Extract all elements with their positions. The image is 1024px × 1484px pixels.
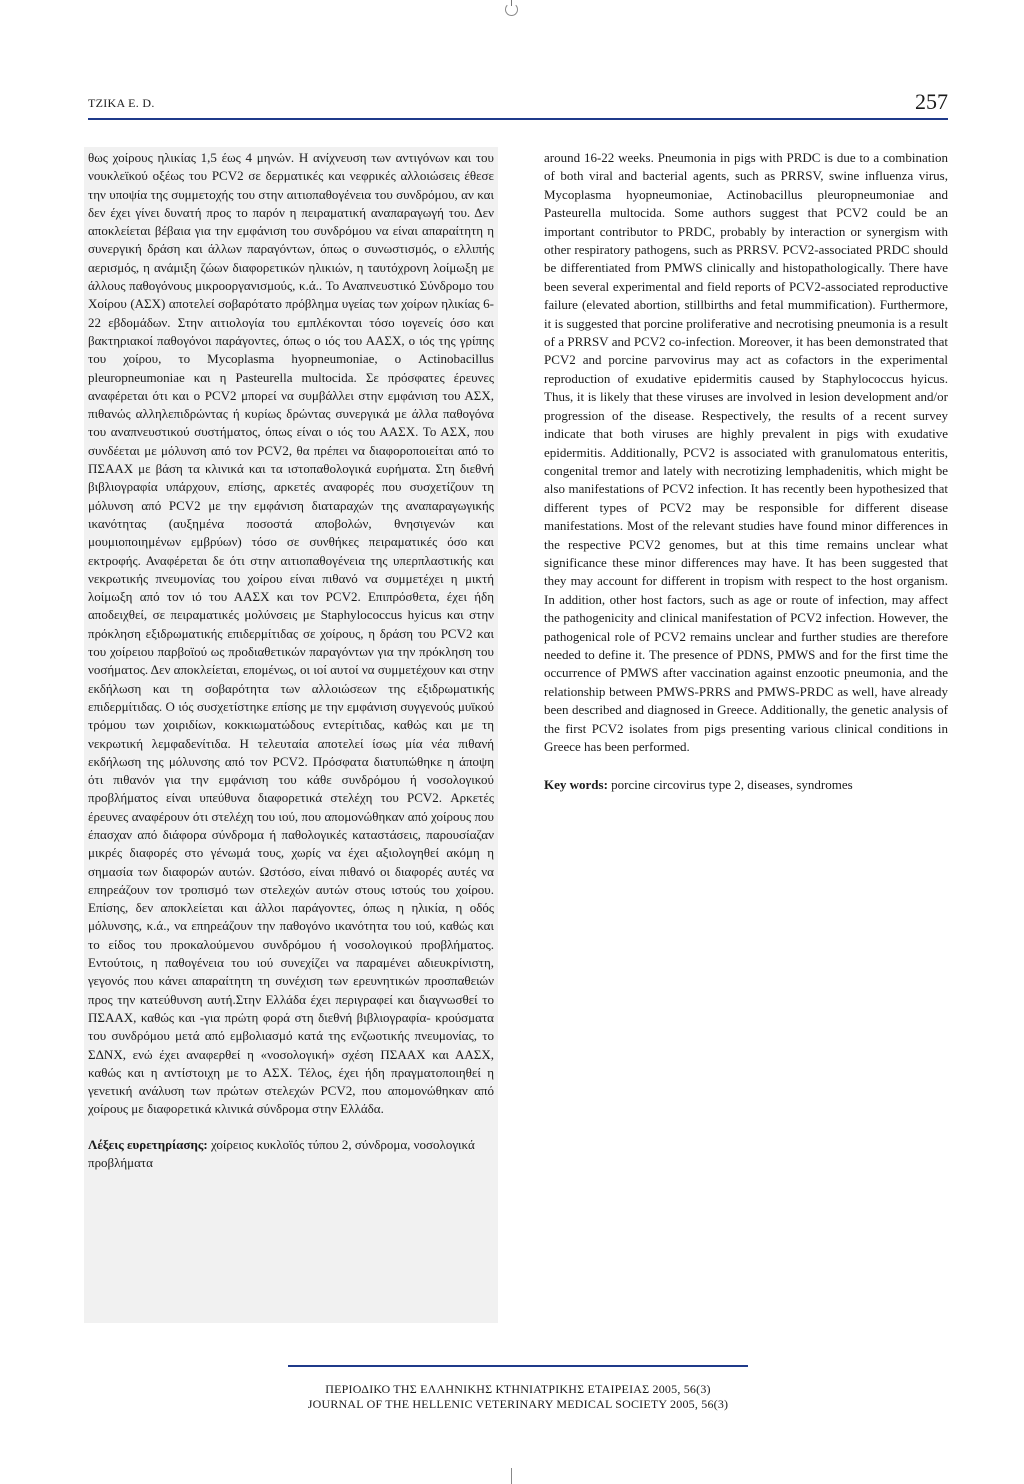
registration-mark-top <box>505 3 518 16</box>
header-rule <box>88 118 948 120</box>
footer-line-greek: ΠΕΡΙΟΔΙΚΟ ΤΗΣ ΕΛΛΗΝΙΚΗΣ ΚΤΗΝΙΑΤΡΙΚΗΣ ΕΤΑΙΡΕΙΑΣ 2005, 56(3) <box>325 1382 711 1396</box>
english-summary-text: around 16-22 weeks. Pneumonia in pigs with PRDC is due to a combination of both viral and bacterial agents, such as PRRSV, swine influenza virus, Mycoplasma hyopneumoniae, Actinobacillus pleuropneumoniae and Pasteurella multocida. Some authors suggest that PCV2 could be an important contributor to PRDC, probably by interaction or synergism with other respiratory pathogens, such as PRRSV. PCV2-associated PRDC should be differentiated from PMWS clinically and histopathologically. There have been several experimental and field reports of PCV2-associated reproductive failure (elevated abortion, stillbirths and fetal mummification). Furthermore, it is suggested that porcine proliferative and necrotising pneumonia is a result of a PRRSV and PCV2 co-infection. Moreover, it has been demonstrated that PCV2 and porcine parvovirus may act as cofactors in the experimental reproduction of exudative epidermitis caused by Staphylococcus hyicus. Thus, it is likely that these viruses are involved in lesion development and/or progression of the disease. Respectively, the results of a recent survey indicate that both viruses are highly prevalent in pigs with exudative epidermitis. Additionally, PCV2 is associated with granulomatous enteritis, congenital tremor and lately with necrotizing lemphadenitis, which might be also manifestations of PCV2 infection. It has recently been hypothesized that different types of PCV2 may be responsible for different disease manifestations. Most of the relevant studies have found minor differences in the respective PCV2 genomes, but at this time remains unclear what significance these minor differences may have. It has been suggested that they may account for different in tropism with respect to the host organism. In addition, other host factors, such as age or route of infection, may affect the pathogenicity and clinical manifestation of PCV2 infection. However, the pathogenical role of PCV2 remains unclear and further studies are therefore needed to define it. The presence of PDNS, PMWS and for the first time the occurrence of PMWS after vaccination against enzootic pneumonia, and the relationship between PMWS-PRRS and PMWS-PRDC as well, have already been described and diagnosed in Greece. Additionally, the genetic analysis of the first PCV2 isolates from pigs presenting various clinical conditions in Greece has been performed. <box>544 150 948 754</box>
english-keywords-label: Key words: <box>544 777 608 793</box>
journal-footer <box>288 1382 748 1412</box>
greek-summary-column <box>84 147 498 1323</box>
running-title: TZIKA E. D. <box>88 96 155 110</box>
greek-keywords-label: Λέξεις ευρετηρίασης: <box>88 1136 208 1152</box>
footer-rule <box>288 1365 748 1367</box>
page-header <box>88 84 948 118</box>
english-keywords <box>544 776 948 794</box>
greek-keywords <box>88 1136 494 1173</box>
english-keywords-text: porcine circovirus type 2, diseases, syndromes <box>611 777 853 793</box>
crop-mark-bottom <box>511 1468 512 1484</box>
greek-summary-text: θως χοίρους ηλικίας 1,5 έως 4 μηνών. Η ανίχνευση των αντιγόνων και του νουκλεϊκού οξέως του PCV2 σε δερματικές και νεφρικές αλλοιώσεις έθεσε την υποψία της συμμετοχής του στην αιτιοπαθογένεια του συνδρόμου, αν και δεν έχει γίνει δυνατή προς το παρόν η πειραματική αναπαραγωγή του. Δεν αποκλείεται βέβαια για την εμφάνιση του συνδρόμου να είναι απαραίτητη η συνεργική δράση και άλλων παραγόντων, όπως ο συνωστισμός, ο ελλιπής αερισμός, η ανάμιξη ζώων διαφορετικών ηλικιών, η ταυτόχρονη λοίμωξη με άλλους παθογόνους μικροοργανισμούς, κ.ά.. Το Αναπνευστικό Σύνδρομο του Χοίρου (ΑΣΧ) αποτελεί σοβαρότατο πρόβλημα υγείας των χοίρων ηλικίας 6-22 εβδομάδων. Στην αιτιολογία του εμπλέκονται τόσο ιογενείς όσο και βακτηριακοί παθογόνοι παράγοντες, όπως ο ιός του ΑΑΣΧ, ο ιός της γρίπης του χοίρου, το Mycoplasma hyopneumoniae, ο Actinobacillus pleuropneumoniae και η Pasteurella multocida. Σε πρόσφατες έρευνες αναφέρεται ότι και ο PCV2 μπορεί να συμβάλλει στην εμφάνιση του ΑΣΧ, πιθανώς αλληλεπιδρώντας ή κυρίως δρώντας συνεργικά με άλλα παθογόνα του αναπνευστικού συστήματος, όπως είναι ο ιός του ΑΑΣΧ. Το ΑΣΧ, που συνδέεται με μόλυνση από τον PCV2, θα πρέπει να διαφοροποιείται από το ΠΣΑΑΧ με βάση τα κλινικά και τα ιστοπαθολογικά ευρήματα. Στη διεθνή βιβλιογραφία υπάρχουν, επίσης, αρκετές αναφορές που συσχετίζουν τη μόλυνση από PCV2 με την εμφάνιση διαταραχών της αναπαραγωγικής ικανότητας (αυξημένα ποσοστά αποβολών, θνησιγενών και μουμιοποιημένων εμβρύων) τόσο σε συνθήκες πειραματικές όσο και εκτροφής. Αναφέρεται δε ότι στην αιτιοπαθογένεια της υπερπλαστικής και νεκρωτικής πνευμονίας του χοίρου είναι πιθανό να συμμετέχει η μικτή λοίμωξη από τον ιό του ΑΑΣΧ και τον PCV2. Επιπρόσθετα, έχει ήδη αποδειχθεί, σε πειραματικές μολύνσεις με Staphylococcus hyicus και στην πρόκληση εξιδρωματικής επιδερμίτιδας σε χοίρους, η δράση του PCV2 και του χοίρειου παρβοϊού ως προδιαθετικών παραγόντων για την πρόκληση του νοσήματος. Δεν αποκλείεται, επομένως, οι ιοί αυτοί να συμμετέχουν και στην εκδήλωση και τη σοβαρότητα των αλλοιώσεων της εξιδρωματικής επιδερμίτιδας. Ο ιός συσχετίστηκε επίσης με την εμφάνιση συγγενούς μυϊκού τρόμου των χοιριδίων, κοκκιωματώδους εντερίτιδας, καθώς και με τη νεκρωτική λεμφαδενίτιδα. Η τελευταία αποτελεί ίσως μία νέα πιθανή εκδήλωση της μόλυνσης από τον PCV2. Πρόσφατα διατυπώθηκε η άποψη ότι πιθανόν για την εμφάνιση του κάθε συνδρόμου ή νοσολογικού προβλήματος είναι υπεύθυνα διαφορετικά στελέχη του PCV2. Αρκετές έρευνες αναφέρουν ότι στελέχη του ιού, που απομονώθηκαν από χοίρους που έπασχαν από διάφορα σύνδρομα ή παθολογικές καταστάσεις, παρουσίαζαν μικρές διαφορές στο γένωμά τους, χωρίς να έχει αξιολογηθεί ακόμη η σημασία των διαφορών αυτών. Ωστόσο, είναι πιθανό οι διαφορές αυτές να επηρεάζουν τον τροπισμό των στελεχών αυτών στους ιστούς του χοίρου. Επίσης, δεν αποκλείεται και άλλοι παράγοντες, όπως η ηλικία, η οδός μόλυνσης, κ.ά., να επηρεάζουν την παθογόνο ικανότητα του ιού, καθώς και το είδος του προκαλούμενου συνδρόμου ή νοσολογικού προβλήματος. Εντούτοις, η παθογένεια του ιού συνεχίζει να παραμένει αδιευκρίνιστη, γεγονός που κάνει απαραίτητη τη συνέχιση των ερευνητικών προσπαθειών προς την κατεύθυνση αυτή.Στην Ελλάδα έχει περιγραφεί και διαγνωσθεί το ΠΣΑΑΧ, καθώς και -για πρώτη φορά στη διεθνή βιβλιογραφία- κρούσματα του συνδρόμου μετά από εμβολιασμό κατά της ενζωοτικής πνευμονίας, το ΣΔΝΧ, ενώ έχει αναφερθεί η «νοσολογική» σχέση ΠΣΑΑΧ και ΑΑΣΧ, καθώς και η αντίστοιχη με το ΑΣΧ. Τέλος, έχει ήδη πραγματοποιηθεί η γενετική ανάλυση των πρώτων στελεχών PCV2, που απομονώθηκαν από χοίρους με διαφορετικά κλινικά σύνδρομα στην Ελλάδα. <box>88 150 494 1117</box>
english-summary-column <box>540 147 952 795</box>
page-number: 257 <box>915 89 948 114</box>
greek-keywords-text: χοίρειος κυκλοϊός τύπου 2, σύνδρομα, νοσολογικά προβλήματα <box>88 1136 475 1171</box>
footer-line-english: JOURNAL OF THE HELLENIC VETERINARY MEDICAL SOCIETY 2005, 56(3) <box>307 1397 729 1411</box>
